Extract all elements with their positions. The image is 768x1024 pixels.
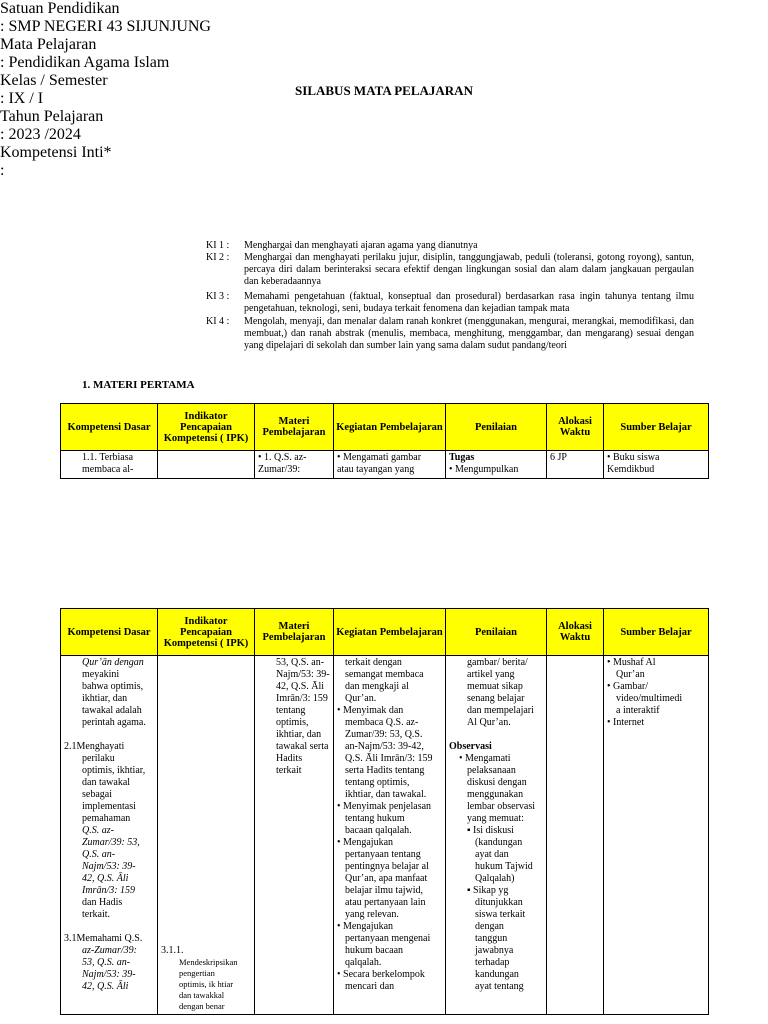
materi-text: optimis, (276, 717, 309, 728)
info-label: Kompetensi Inti* (0, 144, 112, 161)
cell-alokasi (547, 656, 604, 1015)
kegiatan-line: tentang hukum (345, 813, 405, 824)
kd-text: 1.1. Terbiasa (82, 452, 134, 463)
kegiatan-text (337, 765, 442, 777)
ipk-code: 3.1.1. (161, 945, 184, 956)
penilaian-text (449, 909, 543, 921)
header-kompetensi-dasar: Kompetensi Dasar (61, 609, 158, 656)
kegiatan-line: Menyimak penjelasan (343, 801, 432, 812)
kegiatan-text (337, 849, 442, 861)
kd-text: Zumar/39: 53, (82, 837, 140, 848)
penilaian-line: yang memuat: (467, 813, 524, 824)
kegiatan-text (337, 657, 442, 669)
penilaian-text: memuat sikap (467, 681, 523, 692)
kegiatan-line: atau pertanyaan lain (345, 897, 426, 908)
penilaian-text: gambar/ berita/ (467, 657, 528, 668)
kegiatan-text (337, 789, 442, 801)
cell-materi (255, 656, 334, 1015)
sumber-text: • Gambar/ (607, 681, 648, 692)
penilaian-line: tanggun (475, 933, 508, 944)
kd-text: bahwa optimis, (82, 681, 144, 692)
syllabus-table-1 (60, 403, 709, 479)
kd-text: terkait. (82, 909, 111, 920)
cell-penilaian (446, 656, 547, 1015)
ki-text: Menghargai dan menghayati perilaku jujur, disiplin, tanggungjawab, peduli (toleransi, gotong royong), santun, percaya diri dalam berinteraksi secara efektif dengan lingkungan sosial dan alam dalam jangkauan pergaulan dan keberadaannya (244, 252, 694, 287)
penilaian-text (449, 933, 543, 945)
penilaian-line: pelaksanaan (467, 765, 516, 776)
kd-text: ikhtiar, dan (82, 693, 128, 704)
kegiatan-line: Mengajukan (343, 921, 394, 932)
kegiatan-line: qalqalah. (345, 957, 382, 968)
sumber-text: video/multimedi (616, 693, 683, 704)
materi-text: tentang (276, 705, 306, 716)
cell-kd (61, 451, 158, 479)
penilaian-text (449, 897, 543, 909)
materi-text: • 1. Q.S. az- (258, 452, 307, 463)
kd-text: Najm/53: 39- (82, 861, 136, 872)
ki-code: KI 3 : (206, 291, 230, 302)
kegiatan-text: atau tayangan yang (337, 464, 415, 475)
penilaian-text: • Mengamati (459, 753, 511, 764)
kd-text: meyakini (82, 669, 120, 680)
kd-text: perilaku (82, 753, 115, 764)
kegiatan-line: Q.S. Āli Imrān/3: 159 (345, 753, 433, 764)
penilaian-text: dan mempelajari (467, 705, 534, 716)
observasi-heading: Observasi (449, 741, 492, 752)
penilaian-line: diskusi dengan (467, 777, 527, 788)
header-indikator: Indikator Pencapaian Kompetensi ( IPK) (158, 609, 255, 656)
penilaian-line: Qalqalah) (475, 873, 515, 884)
table-header-row (61, 609, 709, 656)
kegiatan-text (337, 897, 442, 909)
section-heading: 1. MATERI PERTAMA (82, 379, 195, 391)
sumber-text: Kemdikbud (607, 464, 655, 475)
header-indikator: Indikator Pencapaian Kompetensi ( IPK) (158, 404, 255, 451)
info-label: Mata Pelajaran (0, 36, 97, 53)
sumber-text: • Internet (607, 717, 645, 728)
kegiatan-line: dan mengkaji al (345, 681, 409, 692)
sumber-text: • Mushaf Al (607, 657, 656, 668)
kegiatan-text: • Menyimak penjelasan (337, 801, 432, 812)
kegiatan-text (337, 729, 442, 741)
kegiatan-line: membaca Q.S. az- (345, 717, 419, 728)
penilaian-text (449, 969, 543, 981)
penilaian-text (449, 765, 543, 777)
penilaian-line: ayat dan (475, 849, 509, 860)
cell-kd (61, 656, 158, 1015)
kd-text (64, 729, 154, 741)
cell-kegiatan (334, 656, 446, 1015)
penilaian-line: jawabnya (475, 945, 514, 956)
penilaian-text (449, 981, 543, 993)
kegiatan-line: pertanyaan mengenai (345, 933, 431, 944)
ki-text: Memahami pengetahuan (faktual, konseptual dan prosedural) berdasarkan rasa ingin tahunya tentang ilmu pengetahuan, teknologi, seni, budaya terkait fenomena dan kejadian tampak mata (244, 291, 694, 314)
kegiatan-line: belajar ilmu tajwid, (345, 885, 424, 896)
ipk-text: dengan benar (179, 1001, 225, 1011)
kegiatan-text (337, 717, 442, 729)
kegiatan-line: Qur’an, apa manfaat (345, 873, 428, 884)
info-value: : 2023 /2024 (0, 126, 81, 143)
info-value: : Pendidikan Agama Islam (0, 54, 170, 71)
penilaian-text: artikel yang (467, 669, 515, 680)
penilaian-text: • Mengumpulkan (449, 464, 519, 475)
kd-text (64, 921, 154, 933)
kegiatan-text (337, 693, 442, 705)
kd-text: optimis, ikhtiar, (82, 765, 146, 776)
header-kegiatan: Kegiatan Pembelajaran (334, 609, 446, 656)
penilaian-line: terhadap (475, 957, 510, 968)
cell-kegiatan (334, 451, 446, 479)
info-value: : (0, 162, 5, 179)
cell-materi (255, 451, 334, 479)
penilaian-line: ayat tentang (475, 981, 524, 992)
kegiatan-text: • Mengamati gambar (337, 452, 422, 463)
penilaian-text (449, 789, 543, 801)
materi-text: Najm/53: 39- (276, 669, 330, 680)
penilaian-line: ditunjukkan (475, 897, 523, 908)
kegiatan-text (337, 933, 442, 945)
kegiatan-text (337, 777, 442, 789)
materi-text: Imrān/3: 159 (276, 693, 328, 704)
penilaian-line: hukum Tajwid (475, 861, 533, 872)
penilaian-line: Mengamati (465, 753, 511, 764)
kd-text: Q.S. az- (82, 825, 114, 836)
kegiatan-line: terkait dengan (345, 657, 402, 668)
cell-sumber (604, 656, 709, 1015)
kegiatan-text (337, 681, 442, 693)
kd-text: membaca al- (82, 464, 134, 475)
penilaian-line: lembar observasi (467, 801, 536, 812)
kegiatan-text (337, 825, 442, 837)
sumber-text: a interaktif (616, 705, 660, 716)
penilaian-line: siswa terkait (475, 909, 526, 920)
kd-text: dan Hadis (82, 897, 123, 908)
kegiatan-line: Menyimak dan (343, 705, 404, 716)
ki-text: Mengolah, menyaji, dan menalar dalam ranah konkret (menggunakan, mengurai, merangkai, memodifikasi, dan membuat,) dan ranah abstrak (menulis, membaca, menghitung, menggambar, dan mengarang) sesuai dengan yang dipelajari di sekolah dan sumber lain yang sama dalam sudut pandang/teori (244, 316, 694, 351)
ki-text: Menghargai dan menghayati ajaran agama yang dianutnya (244, 240, 478, 251)
kegiatan-line: mencari dan (345, 981, 395, 992)
kd-text: 42, Q.S. Āli (82, 873, 129, 884)
penilaian-text (449, 849, 543, 861)
penilaian-text (449, 921, 543, 933)
penilaian-line: dengan (475, 921, 504, 932)
kegiatan-text (337, 669, 442, 681)
kd-text: az-Zumar/39: (82, 945, 138, 956)
kegiatan-text (337, 957, 442, 969)
table-row (61, 656, 709, 1015)
penilaian-text (449, 945, 543, 957)
kd-text: Qur’ān dengan (82, 657, 144, 668)
kegiatan-text (337, 885, 442, 897)
penilaian-text: ▪ Sikap yg (467, 885, 509, 896)
kegiatan-line: hukum bacaan (345, 945, 404, 956)
sumber-text: Qur’an (616, 669, 645, 680)
table-row (61, 451, 709, 479)
penilaian-text: senang belajar (467, 693, 525, 704)
penilaian-line: menggunakan (467, 789, 524, 800)
kegiatan-line: bacaan qalqalah. (345, 825, 412, 836)
kegiatan-text (337, 813, 442, 825)
kd-text: Q.S. an- (82, 849, 116, 860)
materi-text: 42, Q.S. Āli (276, 681, 325, 692)
header-kegiatan: Kegiatan Pembelajaran (334, 404, 446, 451)
kegiatan-text: • Secara berkelompok (337, 969, 425, 980)
penilaian-line: Isi diskusi (473, 825, 514, 836)
alokasi-value: 6 JP (550, 452, 567, 463)
kegiatan-line: ikhtiar, dan tawakal. (345, 789, 427, 800)
kegiatan-text (337, 753, 442, 765)
cell-ipk (158, 656, 255, 1015)
materi-text: Zumar/39: (258, 464, 301, 475)
kegiatan-line: semangat membaca (345, 669, 424, 680)
kegiatan-line: serta Hadits tentang (345, 765, 425, 776)
header-kompetensi-dasar: Kompetensi Dasar (61, 404, 158, 451)
ipk-spacer (161, 657, 251, 945)
info-value: : IX / I (0, 90, 44, 107)
kd-text: pemahaman (82, 813, 131, 824)
ipk-text: Mendeskripsikan (179, 957, 238, 967)
materi-text: Hadits terkait (276, 753, 303, 776)
kd-text: dan tawakal (82, 777, 131, 788)
materi-text: tawakal serta (276, 741, 329, 752)
kd-text: sebagai (82, 789, 112, 800)
info-label: Satuan Pendidikan (0, 0, 120, 17)
kegiatan-text (337, 981, 442, 993)
penilaian-line: (kandungan (475, 837, 523, 848)
info-label: Kelas / Semester (0, 72, 108, 89)
kd-text: 3.1Memahami Q.S. (64, 933, 143, 944)
penilaian-text (449, 861, 543, 873)
header-materi: Materi Pembelajaran (255, 404, 334, 451)
kd-text: Najm/53: 39- (82, 969, 136, 980)
header-sumber: Sumber Belajar (604, 404, 709, 451)
document-title: SILABUS MATA PELAJARAN (295, 83, 473, 98)
materi-text: 53, Q.S. an- (276, 657, 325, 668)
syllabus-table-2 (60, 608, 709, 1015)
table-header-row (61, 404, 709, 451)
kd-text: 2.1Menghayati (64, 741, 125, 752)
ipk-text: dan tawakkal (179, 990, 225, 1000)
cell-penilaian (446, 451, 547, 479)
kegiatan-text (337, 909, 442, 921)
kegiatan-line: pertanyaan tentang (345, 849, 421, 860)
kd-text: tawakal adalah (82, 705, 142, 716)
kegiatan-line: Zumar/39: 53, Q.S. (345, 729, 423, 740)
kegiatan-line: pentingnya belajar al (345, 861, 429, 872)
kd-text: Imrān/3: 159 (82, 885, 136, 896)
ki-code: KI 4 : (206, 316, 230, 327)
kd-text: implementasi (82, 801, 136, 812)
kegiatan-line: Secara berkelompok (343, 969, 425, 980)
kegiatan-text: • Mengajukan (337, 921, 394, 932)
penilaian-text: ▪ Isi diskusi (467, 825, 514, 836)
header-sumber: Sumber Belajar (604, 609, 709, 656)
kd-text: 53, Q.S. an- (82, 957, 131, 968)
penilaian-text (449, 873, 543, 885)
kegiatan-text (337, 861, 442, 873)
penilaian-text (449, 777, 543, 789)
kegiatan-text: • Mengajukan (337, 837, 394, 848)
header-alokasi: Alokasi Waktu (547, 609, 604, 656)
kegiatan-text: • Menyimak dan (337, 705, 404, 716)
sumber-text: • Buku siswa (607, 452, 660, 463)
header-materi: Materi Pembelajaran (255, 609, 334, 656)
kegiatan-line: Qur’an. (345, 693, 377, 704)
penilaian-heading: Tugas (449, 452, 475, 463)
ipk-text: optimis, ik htiar (179, 979, 234, 989)
materi-text: ikhtiar, dan (276, 729, 322, 740)
cell-ipk (158, 451, 255, 479)
spacer (449, 729, 543, 741)
ki-code: KI 1 : (206, 240, 230, 251)
info-label: Tahun Pelajaran (0, 108, 104, 125)
ki-code: KI 2 : (206, 252, 230, 263)
penilaian-line: Sikap yg (473, 885, 509, 896)
penilaian-text (449, 837, 543, 849)
kegiatan-text (337, 945, 442, 957)
ipk-text: pengertian (179, 968, 215, 978)
info-value: : SMP NEGERI 43 SIJUNJUNG (0, 18, 211, 35)
penilaian-text (449, 813, 543, 825)
kd-text: 42, Q.S. Āli (82, 981, 129, 992)
penilaian-text (449, 957, 543, 969)
kegiatan-line: Mengajukan (343, 837, 394, 848)
kegiatan-line: tentang optimis, (345, 777, 410, 788)
header-alokasi: Alokasi Waktu (547, 404, 604, 451)
penilaian-text: Al Qur’an. (467, 717, 511, 728)
kegiatan-line: yang relevan. (345, 909, 399, 920)
kegiatan-line: an-Najm/53: 39-42, (345, 741, 424, 752)
kegiatan-text (337, 873, 442, 885)
penilaian-text (449, 801, 543, 813)
penilaian-line: kandungan (475, 969, 519, 980)
cell-sumber (604, 451, 709, 479)
header-penilaian: Penilaian (446, 404, 547, 451)
header-penilaian: Penilaian (446, 609, 547, 656)
kd-text: perintah agama. (82, 717, 146, 728)
kegiatan-text (337, 741, 442, 753)
cell-alokasi (547, 451, 604, 479)
